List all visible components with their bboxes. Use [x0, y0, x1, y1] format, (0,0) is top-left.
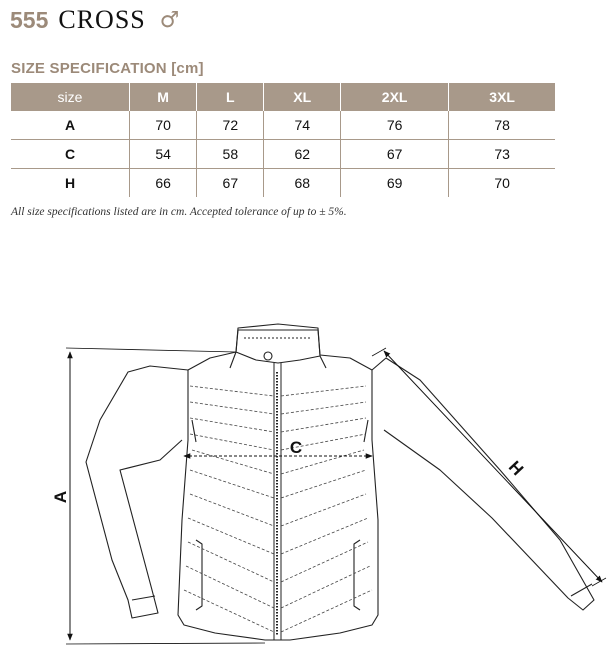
table-cell: 68: [264, 169, 341, 198]
table-cell: C: [11, 140, 130, 169]
section-title: SIZE SPECIFICATION [cm]: [11, 60, 204, 77]
table-cell: 62: [264, 140, 341, 169]
snap-button: [264, 352, 272, 360]
table-cell: A: [11, 111, 130, 140]
right-sleeve: [372, 358, 594, 610]
dimension-c-label: C: [289, 438, 303, 457]
product-name: CROSS: [58, 5, 146, 34]
table-cell: 67: [197, 169, 264, 198]
a-top-guide: [66, 348, 236, 352]
table-cell: 66: [130, 169, 197, 198]
table-cell: 69: [341, 169, 449, 198]
table-cell: 70: [130, 111, 197, 140]
header-cell: M: [130, 83, 197, 111]
dimension-h-line: [384, 351, 602, 582]
table-cell: 74: [264, 111, 341, 140]
left-pocket: [196, 540, 202, 610]
table-cell: H: [64, 175, 76, 191]
tolerance-note: All size specifications listed are in cm. Accepted tolerance of up to ± 5%.: [11, 206, 347, 218]
table-cell: 67: [341, 140, 449, 169]
dimension-h-label: H: [504, 457, 528, 480]
a-bottom-guide: [66, 643, 265, 644]
male-icon: ♂: [159, 7, 180, 33]
dimension-a-label: A: [51, 490, 70, 504]
table-cell: 78: [449, 111, 555, 140]
right-pocket: [354, 540, 360, 610]
left-sleeve: [86, 366, 188, 618]
table-cell: 72: [197, 111, 264, 140]
table-cell: 70: [449, 169, 555, 198]
table-cell: 76: [341, 111, 449, 140]
product-code: 555: [10, 6, 49, 33]
header-cell: XL: [264, 83, 341, 111]
table-cell: 54: [130, 140, 197, 169]
header-cell: L: [197, 83, 264, 111]
table-cell: 73: [449, 140, 555, 169]
header-cell: size: [11, 83, 130, 111]
header-cell: 2XL: [341, 83, 449, 111]
table-cell: 58: [197, 140, 264, 169]
header-cell: 3XL: [449, 83, 555, 111]
